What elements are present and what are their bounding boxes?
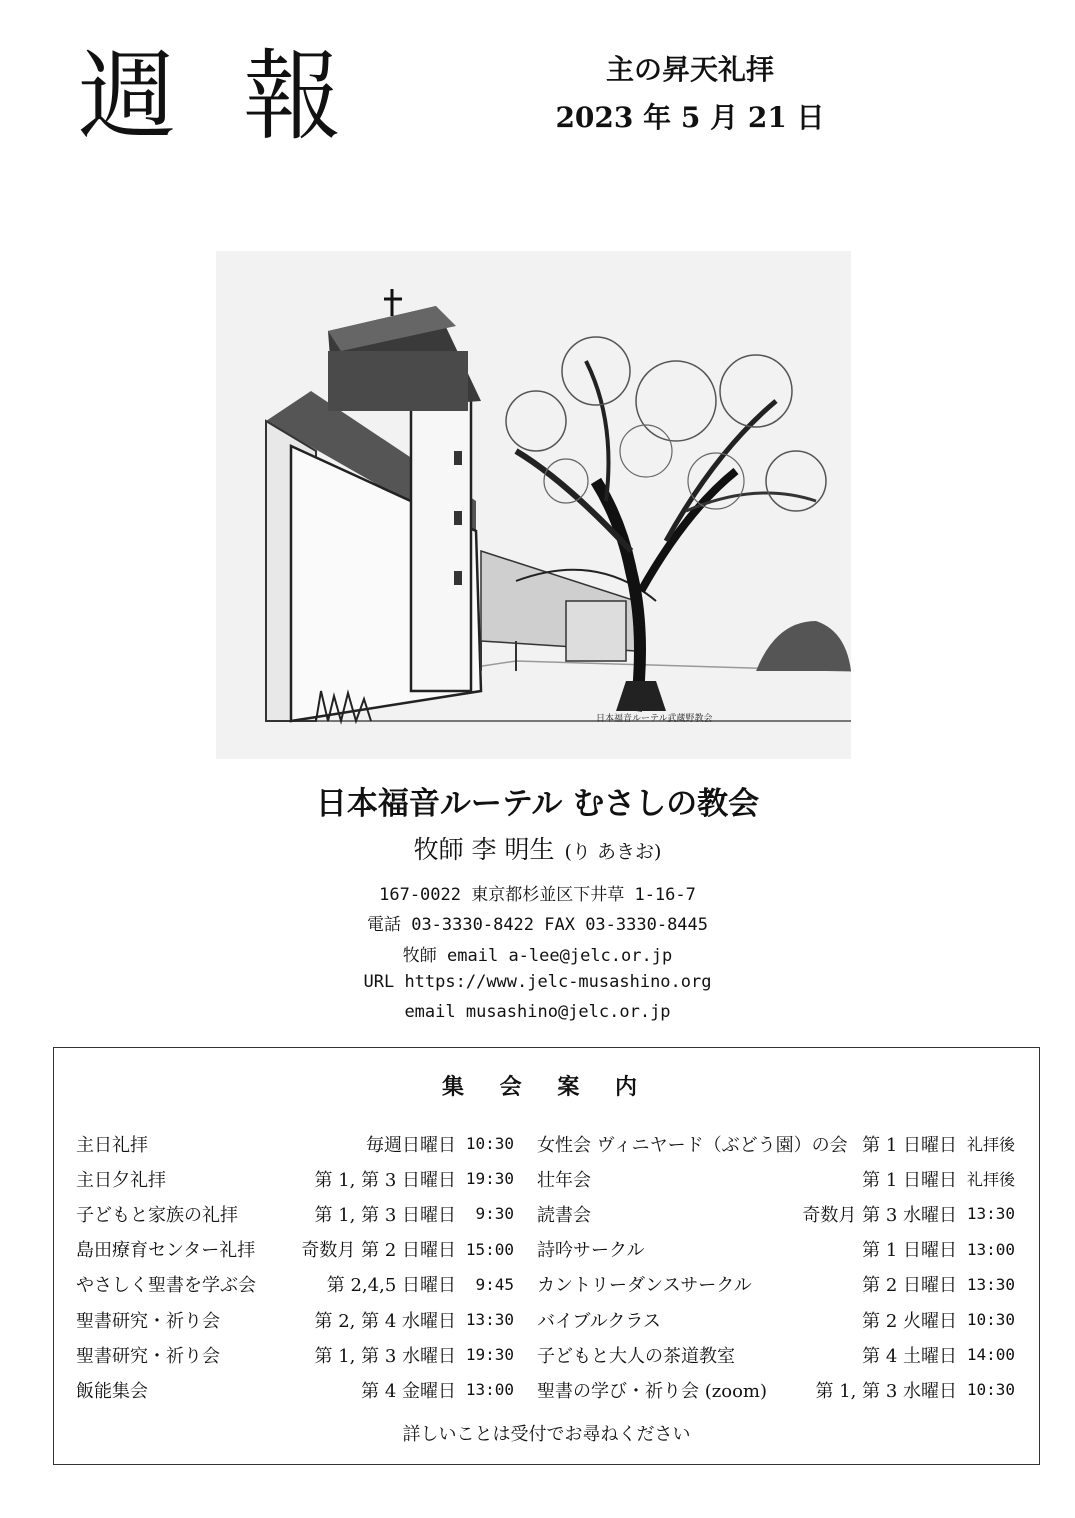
meeting-name: 女性会 ヴィニヤード（ぶどう園）の会 bbox=[537, 1134, 848, 1156]
meeting-row bbox=[76, 1232, 514, 1267]
meeting-when: 第 2,4,5 日曜日 bbox=[326, 1275, 456, 1297]
meeting-row bbox=[76, 1302, 514, 1337]
church-url[interactable]: URL https://www.jelc-musashino.org bbox=[363, 972, 712, 992]
meeting-time: 13:00 bbox=[465, 1380, 514, 1400]
meeting-time: 19:30 bbox=[465, 1345, 514, 1365]
meeting-time: 13:30 bbox=[465, 1310, 514, 1330]
meeting-when: 第 2, 第 4 水曜日 bbox=[314, 1310, 456, 1332]
meetings-left-column bbox=[76, 1126, 514, 1408]
meeting-row bbox=[537, 1372, 1015, 1407]
meeting-when: 第 4 金曜日 bbox=[361, 1380, 456, 1402]
meeting-name: カントリーダンスサークル bbox=[537, 1275, 752, 1297]
church-sketch-image bbox=[216, 251, 851, 759]
meeting-name: 壮年会 bbox=[537, 1169, 591, 1191]
meeting-time: 14:00 bbox=[966, 1345, 1015, 1365]
meeting-row bbox=[537, 1126, 1015, 1161]
meeting-name: 聖書研究・祈り会 bbox=[76, 1345, 220, 1367]
meetings-title: 集 会 案 内 bbox=[442, 1074, 651, 1100]
meeting-when: 第 4 土曜日 bbox=[862, 1345, 957, 1367]
meeting-name: バイブルクラス bbox=[537, 1310, 661, 1332]
meeting-when: 第 1 日曜日 bbox=[862, 1240, 957, 1262]
meeting-row bbox=[76, 1337, 514, 1372]
meeting-name: やさしく聖書を学ぶ会 bbox=[76, 1275, 256, 1297]
meeting-time: 10:30 bbox=[966, 1310, 1015, 1330]
meeting-name: 詩吟サークル bbox=[537, 1240, 645, 1262]
meeting-when: 第 1, 第 3 水曜日 bbox=[815, 1380, 957, 1402]
meeting-row bbox=[537, 1161, 1015, 1196]
meeting-time: 19:30 bbox=[465, 1169, 514, 1189]
meeting-name: 子どもと家族の礼拝 bbox=[76, 1204, 238, 1226]
pastor-line bbox=[0, 830, 1075, 866]
bulletin-title: 週 報 bbox=[78, 40, 360, 154]
meeting-row bbox=[76, 1267, 514, 1302]
pastor-email[interactable]: 牧師 email a-lee@jelc.or.jp bbox=[402, 946, 673, 966]
meeting-when: 第 1 日曜日 bbox=[862, 1169, 957, 1191]
meeting-name: 主日夕礼拝 bbox=[76, 1169, 166, 1191]
meeting-name: 聖書の学び・祈り会 (zoom) bbox=[537, 1380, 767, 1402]
meeting-name: 読書会 bbox=[537, 1204, 591, 1226]
service-name: 主の昇天礼拝 bbox=[605, 53, 774, 86]
meetings-note: 詳しいことは受付でお尋ねください bbox=[402, 1424, 691, 1445]
meetings-box bbox=[53, 1047, 1040, 1465]
meeting-row bbox=[76, 1161, 514, 1196]
meeting-name: 島田療育センター礼拝 bbox=[76, 1240, 256, 1262]
meeting-row bbox=[76, 1126, 514, 1161]
meeting-when: 毎週日曜日 bbox=[366, 1134, 456, 1156]
meeting-time: 9:45 bbox=[475, 1274, 514, 1294]
meeting-time: 10:30 bbox=[966, 1380, 1015, 1400]
meeting-when: 第 2 日曜日 bbox=[862, 1275, 957, 1297]
service-date: 2023 年 5 月 21 日 bbox=[555, 101, 825, 134]
church-phone-fax: 電話 03-3330-8422 FAX 03-3330-8445 bbox=[366, 915, 709, 935]
church-address: 167-0022 東京都杉並区下井草 1-16-7 bbox=[379, 885, 696, 905]
meeting-time: 15:00 bbox=[465, 1239, 514, 1259]
meeting-when: 第 2 火曜日 bbox=[862, 1310, 957, 1332]
meeting-name: 聖書研究・祈り会 bbox=[76, 1310, 220, 1332]
meeting-row bbox=[537, 1232, 1015, 1267]
meeting-name: 主日礼拝 bbox=[76, 1134, 148, 1156]
meeting-when: 第 1, 第 3 日曜日 bbox=[314, 1169, 456, 1191]
meeting-time: 13:00 bbox=[966, 1239, 1015, 1259]
meeting-time: 13:30 bbox=[966, 1274, 1015, 1294]
meeting-row bbox=[537, 1302, 1015, 1337]
church-illustration bbox=[216, 251, 851, 759]
meeting-when: 第 1, 第 3 日曜日 bbox=[314, 1204, 456, 1226]
meeting-row bbox=[537, 1267, 1015, 1302]
illustration-caption: 日本福音ルーテル武蔵野教会 bbox=[596, 714, 713, 724]
meeting-time: 礼拝後 bbox=[966, 1135, 1015, 1155]
meetings-right-column bbox=[537, 1126, 1015, 1408]
meeting-row bbox=[76, 1196, 514, 1231]
church-name: 日本福音ルーテル むさしの教会 bbox=[315, 786, 760, 822]
church-email[interactable]: email musashino@jelc.or.jp bbox=[404, 1002, 671, 1022]
meeting-name: 子どもと大人の茶道教室 bbox=[537, 1345, 735, 1367]
meeting-when: 第 1 日曜日 bbox=[862, 1134, 957, 1156]
meeting-row bbox=[537, 1196, 1015, 1231]
meeting-time: 10:30 bbox=[465, 1134, 514, 1154]
meeting-time: 9:30 bbox=[475, 1204, 514, 1224]
meeting-when: 奇数月 第 3 水曜日 bbox=[802, 1204, 957, 1226]
meeting-name: 飯能集会 bbox=[76, 1380, 148, 1402]
pastor-name: 牧師 李 明生 bbox=[413, 835, 555, 864]
meeting-when: 第 1, 第 3 水曜日 bbox=[314, 1345, 456, 1367]
meeting-when: 奇数月 第 2 日曜日 bbox=[301, 1240, 456, 1262]
meeting-time: 礼拝後 bbox=[966, 1170, 1015, 1190]
meeting-time: 13:30 bbox=[966, 1204, 1015, 1224]
pastor-reading: (り あきお) bbox=[564, 841, 662, 863]
meeting-row bbox=[537, 1337, 1015, 1372]
meeting-row bbox=[76, 1372, 514, 1407]
